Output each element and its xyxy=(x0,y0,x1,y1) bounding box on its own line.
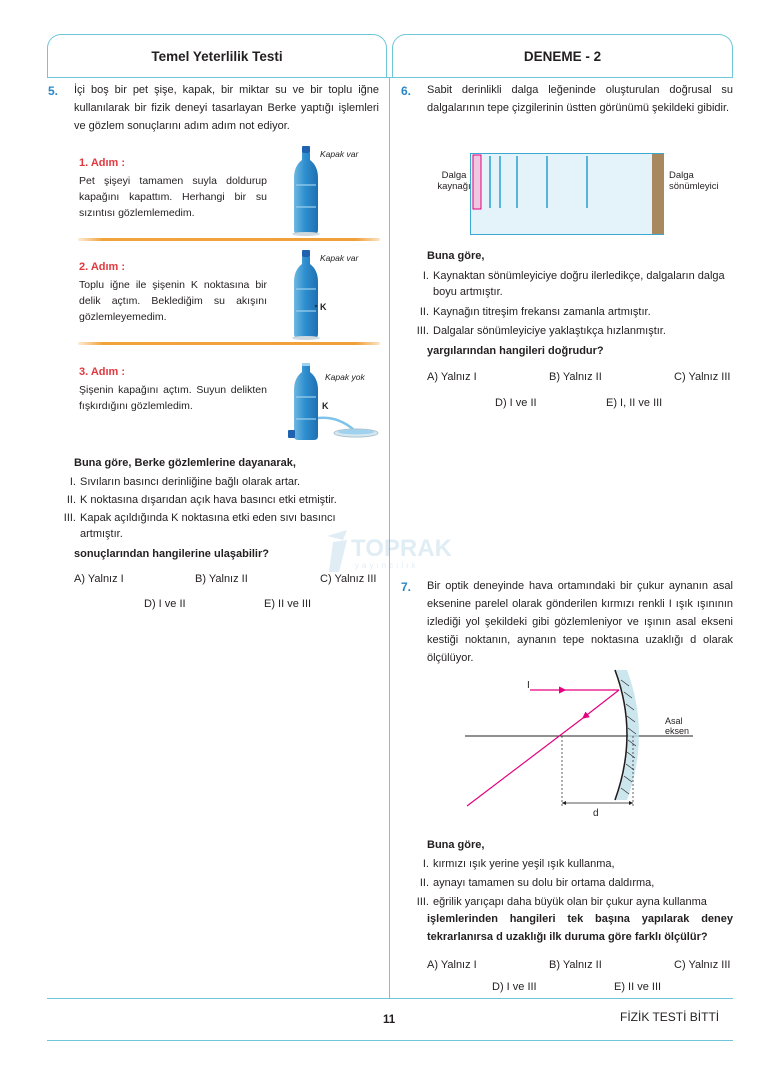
q7-option-b[interactable]: B) Yalnız II xyxy=(549,959,602,971)
watermark-brand: TOPRAK xyxy=(351,535,452,562)
q6-option-d[interactable]: D) I ve II xyxy=(495,397,537,409)
q6-option-e[interactable]: E) I, II ve III xyxy=(606,397,663,409)
q5-step2-title: 2. Adım : xyxy=(79,261,126,273)
q7-number: 7. xyxy=(401,580,412,594)
reflected-ray xyxy=(583,690,619,718)
q5-statement-3: III. Kapak açıldığında K noktasına etki eden sıvı basıncı artmıştır. xyxy=(63,512,336,540)
bottle-open-spray-icon xyxy=(286,358,380,442)
end-note: FİZİK TESTİ BİTTİ xyxy=(620,1010,720,1024)
q5-step3-title: 3. Adım : xyxy=(79,366,126,378)
q5-step-separator-2 xyxy=(78,342,380,345)
q7-statement-2: II. aynayı tamamen su dolu bir ortama daldırma, xyxy=(419,877,655,889)
q6-lead: Buna göre, xyxy=(427,250,485,262)
q5-option-a[interactable]: A) Yalnız I xyxy=(74,573,124,585)
page-number: 11 xyxy=(383,1014,396,1026)
q6-statement-1: I. Kaynaktan sönümleyiciye doğru ilerledikçe, dalgaların dalga boyu artmıştır. xyxy=(422,270,725,298)
header-right-box xyxy=(392,34,733,78)
q6-number: 6. xyxy=(401,84,412,98)
q5-step-separator-1 xyxy=(78,238,380,241)
q5-number: 5. xyxy=(48,84,59,98)
header-right-title: DENEME - 2 xyxy=(523,49,602,64)
wave-tank-diagram xyxy=(470,153,665,236)
q6-option-a[interactable]: A) Yalnız I xyxy=(427,371,477,383)
q6-damper-label: Dalga sönümleyici xyxy=(669,170,719,192)
q5-step2-text: Toplu iğne ile şişenin K noktasına bir delik açtım. Beklediğim su akışını gözlemleyemedim. xyxy=(79,279,267,323)
q5-step3-point: K xyxy=(322,401,329,411)
q5-option-d[interactable]: D) I ve II xyxy=(144,598,186,610)
q5-step3-label: Kapak yok xyxy=(325,372,365,382)
q7-option-a[interactable]: A) Yalnız I xyxy=(427,959,477,971)
footer-top-line xyxy=(47,998,733,999)
q7-axis-label-1: Asal xyxy=(665,716,683,726)
q6-statement-3: III. Dalgalar sönümleyiciye yaklaştıkça hızlanmıştır. xyxy=(416,325,666,337)
q5-statement-2: II. K noktasına dışarıdan açık hava basıncı etki etmiştir. xyxy=(66,494,337,506)
q5-step1-text: Pet şişeyi tamamen suyla doldurup kapağını kapattım. Herhangi bir su sızıntısı gözlemlemedim. xyxy=(79,175,267,219)
q6-option-b[interactable]: B) Yalnız II xyxy=(549,371,602,383)
q5-statement-1: I. Sıvıların basıncı derinliğine bağlı olarak artar. xyxy=(69,476,301,488)
q6-text: Sabit derinlikli dalga leğeninde oluşturulan doğrusal su dalgalarının tepe çizgilerinin üstten görünümü şekildeki gibidir. xyxy=(427,84,733,114)
q7-question: işlemlerinden hangileri tek başına yapılarak deney tekrarlanırsa d uzaklığı ilk duruma göre farklı ölçülür? xyxy=(427,913,733,943)
header-left-title: Temel Yeterlilik Testi xyxy=(151,49,283,64)
q6-option-c[interactable]: C) Yalnız III xyxy=(674,371,731,383)
q5-option-c[interactable]: C) Yalnız III xyxy=(320,573,377,585)
q7-option-c[interactable]: C) Yalnız III xyxy=(674,959,731,971)
q5-step2-label: Kapak var xyxy=(320,253,359,263)
header-left-box xyxy=(47,34,387,78)
q7-statement-1: I. kırmızı ışık yerine yeşil ışık kullanma, xyxy=(422,858,615,870)
q5-lead: Buna göre, Berke gözlemlerine dayanarak, xyxy=(74,457,296,469)
q6-question: yargılarından hangileri doğrudur? xyxy=(427,345,604,357)
q5-text: İçi boş bir pet şişe, kapak, bir miktar su ve bir toplu iğne kullanılarak bir fizik deneyi tasarlayan Berke yaptığı işlemleri ve gözlem sonuçlarını adım adım not ediyor. xyxy=(74,84,379,132)
watermark-sub: yayıncılık xyxy=(355,561,419,570)
concave-mirror-diagram xyxy=(465,668,695,818)
q7-option-d[interactable]: D) I ve III xyxy=(492,981,537,993)
q5-step1-title: 1. Adım : xyxy=(79,157,126,169)
q5-option-b[interactable]: B) Yalnız II xyxy=(195,573,248,585)
header-divider xyxy=(47,77,733,78)
bottle-pierced-icon xyxy=(290,248,322,340)
q5-option-e[interactable]: E) II ve III xyxy=(264,598,312,610)
q7-distance-label: d xyxy=(593,808,599,818)
footer-bottom-line xyxy=(47,1040,733,1041)
q5-question: sonuçlarından hangilerine ulaşabilir? xyxy=(74,548,269,560)
q5-step2-point: K xyxy=(320,302,327,312)
q6-statement-2: II. Kaynağın titreşim frekansı zamanla artmıştır. xyxy=(419,306,651,318)
q7-text: Bir optik deneyinde hava ortamındaki bir çukur aynanın asal eksenine parelel olarak gönderilen kırmızı renkli I ışık ışınının izlediği yol şekildeki gibi gözlemleniyor ve ışının asal ekseni kestiği noktanın, aynanın tepe noktasına uzaklığı d olarak ölçülüyor. xyxy=(427,580,733,664)
q5-step3-text: Şişenin kapağını açtım. Suyun delikten fışkırdığını gözlemledim. xyxy=(79,384,267,412)
q6-source-label: Dalga kaynağı xyxy=(437,170,471,192)
q7-ray-label: I xyxy=(527,680,530,691)
bottle-closed-icon xyxy=(290,144,322,236)
q7-axis-label-2: eksen xyxy=(665,726,690,736)
q5-step1-label: Kapak var xyxy=(320,149,359,159)
q7-lead: Buna göre, xyxy=(427,839,485,851)
q7-option-e[interactable]: E) II ve III xyxy=(614,981,662,993)
q7-statement-3: III. eğrilik yarıçapı daha büyük olan bir çukur ayna kullanma xyxy=(416,896,707,908)
